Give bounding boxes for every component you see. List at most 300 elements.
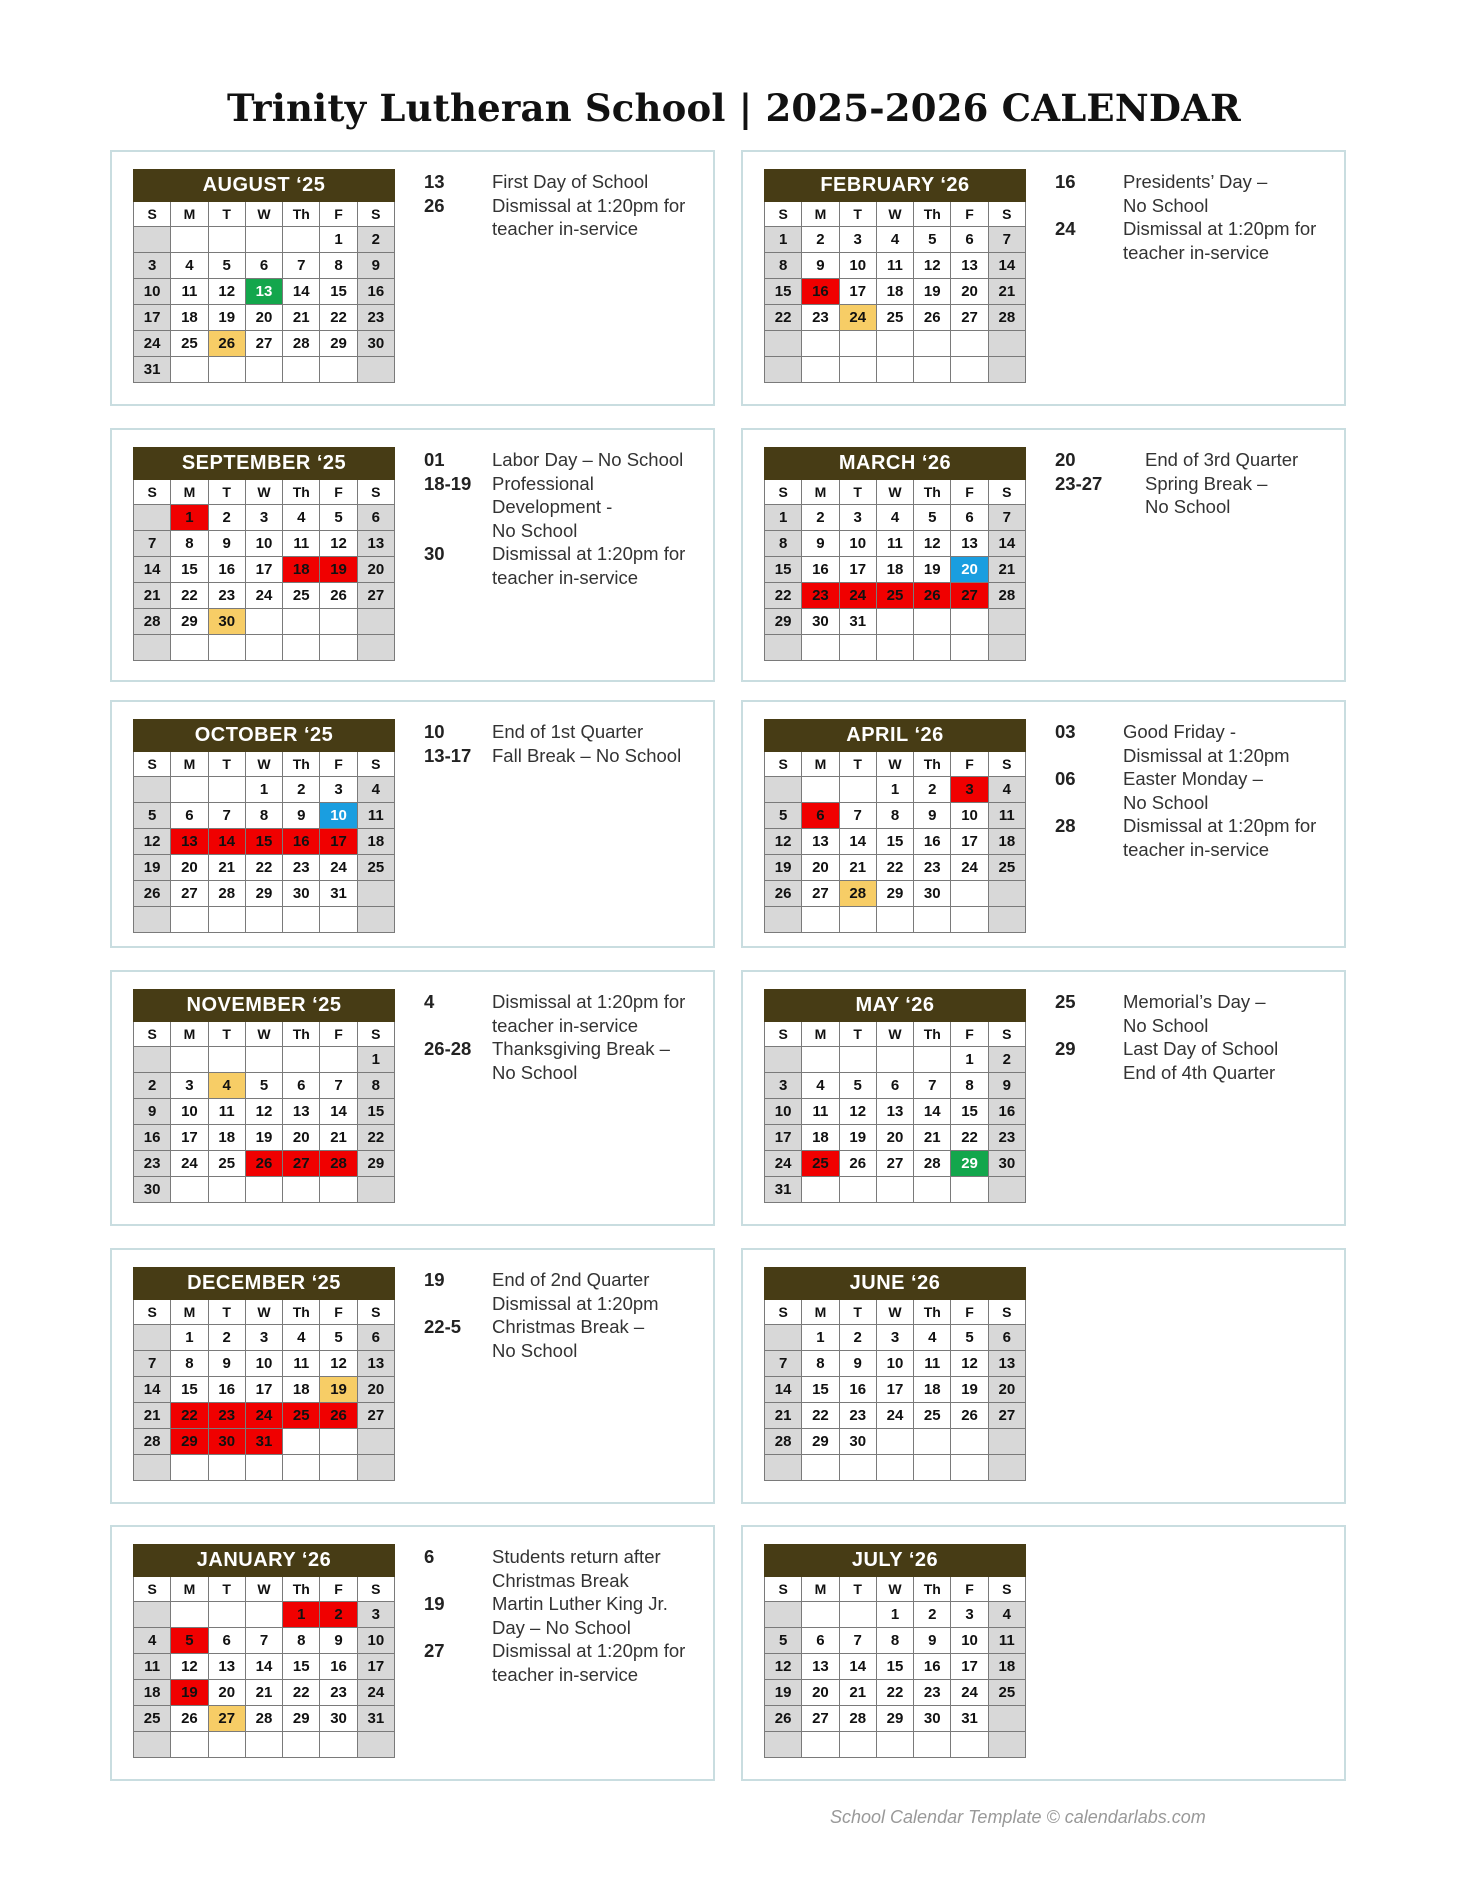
day-cell: 20: [951, 279, 988, 305]
weekday-header: Th: [914, 480, 951, 505]
day-cell: 17: [951, 1654, 988, 1680]
day-cell: 14: [988, 531, 1025, 557]
day-cell: 4: [171, 253, 208, 279]
day-cell: 23: [839, 1403, 876, 1429]
day-cell: 2: [208, 1325, 245, 1351]
weekday-header: Th: [283, 480, 320, 505]
empty-day-cell: [320, 609, 357, 635]
day-cell: 25: [171, 331, 208, 357]
day-cell: 24: [245, 1403, 282, 1429]
day-cell: 9: [357, 253, 394, 279]
empty-day-cell: [134, 907, 171, 933]
day-cell: 15: [357, 1099, 394, 1125]
weekday-header: M: [802, 1300, 839, 1325]
event-text: Last Day of School End of 4th Quarter: [1123, 1038, 1279, 1083]
day-cell: 11: [876, 531, 913, 557]
empty-day-cell: [134, 1455, 171, 1481]
day-cell: 24: [765, 1151, 802, 1177]
empty-day-cell: [914, 1429, 951, 1455]
day-cell: 6: [208, 1628, 245, 1654]
empty-day-cell: [914, 357, 951, 383]
event-item: [1055, 1037, 1340, 1084]
day-cell: 30: [208, 609, 245, 635]
day-cell: 6: [988, 1325, 1025, 1351]
empty-day-cell: [914, 635, 951, 661]
day-cell: 3: [951, 777, 988, 803]
month-panel: [741, 700, 1346, 948]
day-cell: 2: [134, 1073, 171, 1099]
day-cell: 8: [876, 1628, 913, 1654]
day-cell: 23: [208, 583, 245, 609]
empty-day-cell: [208, 635, 245, 661]
day-cell: 5: [320, 1325, 357, 1351]
weekday-header: T: [839, 202, 876, 227]
day-cell: 16: [357, 279, 394, 305]
day-cell: 21: [208, 855, 245, 881]
day-cell: 13: [951, 531, 988, 557]
month-calendar: [133, 989, 395, 1203]
day-cell: 20: [357, 1377, 394, 1403]
event-date: 4: [424, 991, 435, 1012]
day-cell: 7: [839, 803, 876, 829]
day-cell: 28: [283, 331, 320, 357]
day-cell: 31: [245, 1429, 282, 1455]
weekday-header: F: [320, 1300, 357, 1325]
event-text: Memorial’s Day – No School: [1123, 991, 1266, 1036]
day-cell: 7: [134, 531, 171, 557]
event-item: [424, 990, 709, 1037]
day-cell: 22: [876, 855, 913, 881]
day-cell: 22: [951, 1125, 988, 1151]
weekday-header: F: [320, 752, 357, 777]
event-text: Thanksgiving Break – No School: [492, 1038, 670, 1083]
empty-day-cell: [839, 1602, 876, 1628]
day-cell: 25: [134, 1706, 171, 1732]
day-cell: 31: [765, 1177, 802, 1203]
day-cell: 24: [839, 305, 876, 331]
day-cell: 20: [802, 855, 839, 881]
weekday-header: M: [171, 480, 208, 505]
day-cell: 19: [839, 1125, 876, 1151]
day-cell: 7: [765, 1351, 802, 1377]
day-cell: 18: [134, 1680, 171, 1706]
weekday-header: F: [951, 1577, 988, 1602]
event-date: 18-19: [424, 472, 472, 494]
empty-day-cell: [357, 1732, 394, 1758]
weekday-header: T: [839, 480, 876, 505]
event-date: 24: [1055, 218, 1076, 239]
day-cell: 12: [134, 829, 171, 855]
day-cell: 13: [171, 829, 208, 855]
month-title: APRIL ‘26: [765, 720, 1026, 752]
event-text: Professional Development - No School: [492, 472, 613, 541]
event-item: [424, 170, 709, 194]
day-cell: 18: [914, 1377, 951, 1403]
empty-day-cell: [876, 357, 913, 383]
day-cell: 8: [951, 1073, 988, 1099]
empty-day-cell: [134, 505, 171, 531]
day-cell: 6: [876, 1073, 913, 1099]
day-cell: 14: [134, 1377, 171, 1403]
event-date: 26-28: [424, 1038, 472, 1059]
day-cell: 14: [208, 829, 245, 855]
day-cell: 17: [951, 829, 988, 855]
day-cell: 29: [876, 1706, 913, 1732]
empty-day-cell: [914, 907, 951, 933]
day-cell: 9: [802, 531, 839, 557]
empty-day-cell: [171, 1177, 208, 1203]
empty-day-cell: [283, 1732, 320, 1758]
empty-day-cell: [951, 609, 988, 635]
day-cell: 26: [171, 1706, 208, 1732]
weekday-header: Th: [283, 202, 320, 227]
empty-day-cell: [802, 1602, 839, 1628]
empty-day-cell: [171, 1732, 208, 1758]
empty-day-cell: [876, 1455, 913, 1481]
day-cell: 23: [283, 855, 320, 881]
day-cell: 28: [208, 881, 245, 907]
event-date: 19: [424, 1593, 445, 1614]
day-cell: 11: [802, 1099, 839, 1125]
empty-day-cell: [357, 881, 394, 907]
day-cell: 21: [765, 1403, 802, 1429]
day-cell: 14: [839, 829, 876, 855]
day-cell: 11: [357, 803, 394, 829]
weekday-header: T: [839, 1300, 876, 1325]
day-cell: 2: [802, 227, 839, 253]
empty-day-cell: [802, 1732, 839, 1758]
empty-day-cell: [839, 777, 876, 803]
day-cell: 10: [357, 1628, 394, 1654]
empty-day-cell: [765, 1602, 802, 1628]
empty-day-cell: [245, 357, 282, 383]
day-cell: 29: [320, 331, 357, 357]
weekday-header: Th: [283, 1300, 320, 1325]
day-cell: 9: [802, 253, 839, 279]
day-cell: 27: [988, 1403, 1025, 1429]
month-calendar: [133, 1544, 395, 1758]
empty-day-cell: [320, 1455, 357, 1481]
weekday-header: Th: [914, 202, 951, 227]
event-item: [424, 194, 709, 241]
day-cell: 18: [283, 557, 320, 583]
event-item: [1055, 767, 1340, 814]
weekday-header: M: [802, 1022, 839, 1047]
day-cell: 23: [208, 1403, 245, 1429]
empty-day-cell: [914, 1455, 951, 1481]
weekday-header: T: [208, 202, 245, 227]
day-cell: 25: [914, 1403, 951, 1429]
day-cell: 11: [171, 279, 208, 305]
event-text: Dismissal at 1:20pm for teacher in-service: [492, 991, 686, 1036]
empty-day-cell: [765, 1325, 802, 1351]
day-cell: 30: [283, 881, 320, 907]
weekday-header: M: [171, 752, 208, 777]
day-cell: 5: [171, 1628, 208, 1654]
empty-day-cell: [988, 907, 1025, 933]
day-cell: 31: [839, 609, 876, 635]
event-text: End of 3rd Quarter: [1145, 449, 1299, 470]
weekday-header: S: [357, 1577, 394, 1602]
weekday-header: T: [208, 1022, 245, 1047]
event-text: Fall Break – No School: [492, 744, 682, 766]
empty-day-cell: [283, 1177, 320, 1203]
empty-day-cell: [802, 635, 839, 661]
event-text: Dismissal at 1:20pm for teacher in-service: [492, 194, 686, 239]
event-item: [1055, 720, 1340, 767]
month-panel: [110, 1248, 715, 1504]
empty-day-cell: [171, 1047, 208, 1073]
day-cell: 3: [134, 253, 171, 279]
day-cell: 4: [802, 1073, 839, 1099]
weekday-header: W: [876, 1300, 913, 1325]
empty-day-cell: [171, 1455, 208, 1481]
empty-day-cell: [802, 1047, 839, 1073]
day-cell: 27: [245, 331, 282, 357]
day-cell: 29: [765, 609, 802, 635]
day-cell: 8: [320, 253, 357, 279]
day-cell: 1: [765, 227, 802, 253]
day-cell: 31: [951, 1706, 988, 1732]
day-cell: 18: [876, 279, 913, 305]
day-cell: 15: [171, 1377, 208, 1403]
day-cell: 12: [320, 531, 357, 557]
empty-day-cell: [765, 1455, 802, 1481]
day-cell: 5: [208, 253, 245, 279]
day-cell: 20: [357, 557, 394, 583]
day-cell: 8: [357, 1073, 394, 1099]
month-panel: [741, 150, 1346, 406]
day-cell: 31: [320, 881, 357, 907]
month-title: JUNE ‘26: [765, 1268, 1026, 1300]
day-cell: 5: [914, 505, 951, 531]
empty-day-cell: [208, 777, 245, 803]
empty-day-cell: [914, 1177, 951, 1203]
day-cell: 3: [245, 1325, 282, 1351]
day-cell: 23: [802, 305, 839, 331]
footer-credit: School Calendar Template © calendarlabs.com: [830, 1807, 1206, 1827]
day-cell: 8: [765, 253, 802, 279]
empty-day-cell: [765, 357, 802, 383]
day-cell: 20: [988, 1377, 1025, 1403]
empty-day-cell: [320, 907, 357, 933]
weekday-header: Th: [914, 752, 951, 777]
empty-day-cell: [283, 227, 320, 253]
event-date: 25: [1055, 991, 1076, 1012]
day-cell: 15: [802, 1377, 839, 1403]
day-cell: 28: [914, 1151, 951, 1177]
empty-day-cell: [134, 1732, 171, 1758]
page-title: Trinity Lutheran School | 2025-2026 CALENDAR: [226, 86, 1242, 130]
event-date: 26: [424, 194, 445, 216]
day-cell: 23: [802, 583, 839, 609]
day-cell: 9: [988, 1073, 1025, 1099]
empty-day-cell: [988, 331, 1025, 357]
day-cell: 13: [802, 829, 839, 855]
weekday-header: W: [245, 1300, 282, 1325]
day-cell: 23: [357, 305, 394, 331]
weekday-header: W: [876, 752, 913, 777]
day-cell: 6: [802, 1628, 839, 1654]
empty-day-cell: [988, 1455, 1025, 1481]
day-cell: 17: [171, 1125, 208, 1151]
day-cell: 26: [208, 331, 245, 357]
event-text: Dismissal at 1:20pm for teacher in-service: [492, 543, 686, 588]
day-cell: 10: [134, 279, 171, 305]
day-cell: 12: [951, 1351, 988, 1377]
day-cell: 12: [765, 829, 802, 855]
day-cell: 30: [208, 1429, 245, 1455]
empty-day-cell: [951, 907, 988, 933]
event-list: [424, 720, 709, 767]
event-list: [424, 448, 709, 589]
day-cell: 29: [171, 1429, 208, 1455]
day-cell: 29: [802, 1429, 839, 1455]
day-cell: 2: [357, 227, 394, 253]
day-cell: 25: [802, 1151, 839, 1177]
day-cell: 27: [802, 881, 839, 907]
weekday-header: W: [245, 1577, 282, 1602]
weekday-header: Th: [283, 1022, 320, 1047]
day-cell: 10: [839, 253, 876, 279]
day-cell: 9: [839, 1351, 876, 1377]
day-cell: 4: [283, 505, 320, 531]
event-list: [424, 1545, 709, 1686]
weekday-header: Th: [914, 1022, 951, 1047]
weekday-header: S: [988, 202, 1025, 227]
day-cell: 21: [320, 1125, 357, 1151]
day-cell: 10: [171, 1099, 208, 1125]
empty-day-cell: [876, 1177, 913, 1203]
day-cell: 7: [988, 505, 1025, 531]
weekday-header: W: [245, 1022, 282, 1047]
day-cell: 25: [208, 1151, 245, 1177]
day-cell: 11: [283, 1351, 320, 1377]
day-cell: 27: [951, 583, 988, 609]
day-cell: 19: [765, 855, 802, 881]
empty-day-cell: [134, 227, 171, 253]
day-cell: 3: [765, 1073, 802, 1099]
month-panel: [741, 970, 1346, 1226]
empty-day-cell: [245, 1602, 282, 1628]
day-cell: 11: [208, 1099, 245, 1125]
empty-day-cell: [283, 1047, 320, 1073]
day-cell: 2: [914, 1602, 951, 1628]
day-cell: 30: [914, 1706, 951, 1732]
day-cell: 19: [171, 1680, 208, 1706]
weekday-header: S: [765, 1300, 802, 1325]
event-item: [1055, 472, 1340, 519]
day-cell: 24: [839, 583, 876, 609]
weekday-header: M: [802, 480, 839, 505]
day-cell: 2: [283, 777, 320, 803]
empty-day-cell: [765, 635, 802, 661]
month-panel: [741, 428, 1346, 682]
empty-day-cell: [208, 1177, 245, 1203]
day-cell: 3: [876, 1325, 913, 1351]
day-cell: 28: [245, 1706, 282, 1732]
day-cell: 12: [245, 1099, 282, 1125]
day-cell: 25: [283, 583, 320, 609]
day-cell: 2: [839, 1325, 876, 1351]
event-text: First Day of School: [492, 171, 649, 192]
day-cell: 25: [357, 855, 394, 881]
day-cell: 4: [988, 777, 1025, 803]
day-cell: 15: [320, 279, 357, 305]
empty-day-cell: [171, 227, 208, 253]
empty-day-cell: [839, 1177, 876, 1203]
day-cell: 27: [283, 1151, 320, 1177]
weekday-header: Th: [283, 1577, 320, 1602]
day-cell: 7: [914, 1073, 951, 1099]
day-cell: 29: [951, 1151, 988, 1177]
weekday-header: S: [765, 752, 802, 777]
day-cell: 15: [283, 1654, 320, 1680]
day-cell: 15: [245, 829, 282, 855]
day-cell: 31: [134, 357, 171, 383]
day-cell: 1: [245, 777, 282, 803]
day-cell: 26: [245, 1151, 282, 1177]
day-cell: 16: [134, 1125, 171, 1151]
weekday-header: Th: [914, 1577, 951, 1602]
weekday-header: M: [171, 1300, 208, 1325]
day-cell: 24: [357, 1680, 394, 1706]
empty-day-cell: [876, 1429, 913, 1455]
day-cell: 19: [914, 279, 951, 305]
day-cell: 1: [951, 1047, 988, 1073]
day-cell: 8: [802, 1351, 839, 1377]
day-cell: 13: [357, 1351, 394, 1377]
weekday-header: T: [208, 480, 245, 505]
event-date: 16: [1055, 171, 1076, 192]
day-cell: 1: [171, 505, 208, 531]
day-cell: 22: [283, 1680, 320, 1706]
empty-day-cell: [839, 907, 876, 933]
day-cell: 29: [245, 881, 282, 907]
weekday-header: F: [320, 1022, 357, 1047]
day-cell: 3: [171, 1073, 208, 1099]
weekday-header: W: [245, 202, 282, 227]
empty-day-cell: [876, 331, 913, 357]
month-title: JANUARY ‘26: [134, 1545, 395, 1577]
day-cell: 7: [283, 253, 320, 279]
day-cell: 10: [245, 531, 282, 557]
event-date: 29: [1055, 1038, 1076, 1059]
day-cell: 27: [357, 1403, 394, 1429]
empty-day-cell: [320, 635, 357, 661]
empty-day-cell: [765, 331, 802, 357]
event-text: Dismissal at 1:20pm for teacher in-service: [492, 1640, 686, 1685]
empty-day-cell: [171, 635, 208, 661]
day-cell: 14: [914, 1099, 951, 1125]
day-cell: 4: [208, 1073, 245, 1099]
day-cell: 18: [283, 1377, 320, 1403]
empty-day-cell: [245, 609, 282, 635]
empty-day-cell: [283, 609, 320, 635]
day-cell: 19: [245, 1125, 282, 1151]
event-date: 13: [424, 171, 445, 192]
day-cell: 28: [765, 1429, 802, 1455]
weekday-header: S: [134, 1577, 171, 1602]
day-cell: 13: [283, 1099, 320, 1125]
empty-day-cell: [765, 777, 802, 803]
month-panel: [110, 970, 715, 1226]
empty-day-cell: [283, 1455, 320, 1481]
empty-day-cell: [951, 357, 988, 383]
day-cell: 10: [765, 1099, 802, 1125]
day-cell: 30: [914, 881, 951, 907]
day-cell: 30: [357, 331, 394, 357]
